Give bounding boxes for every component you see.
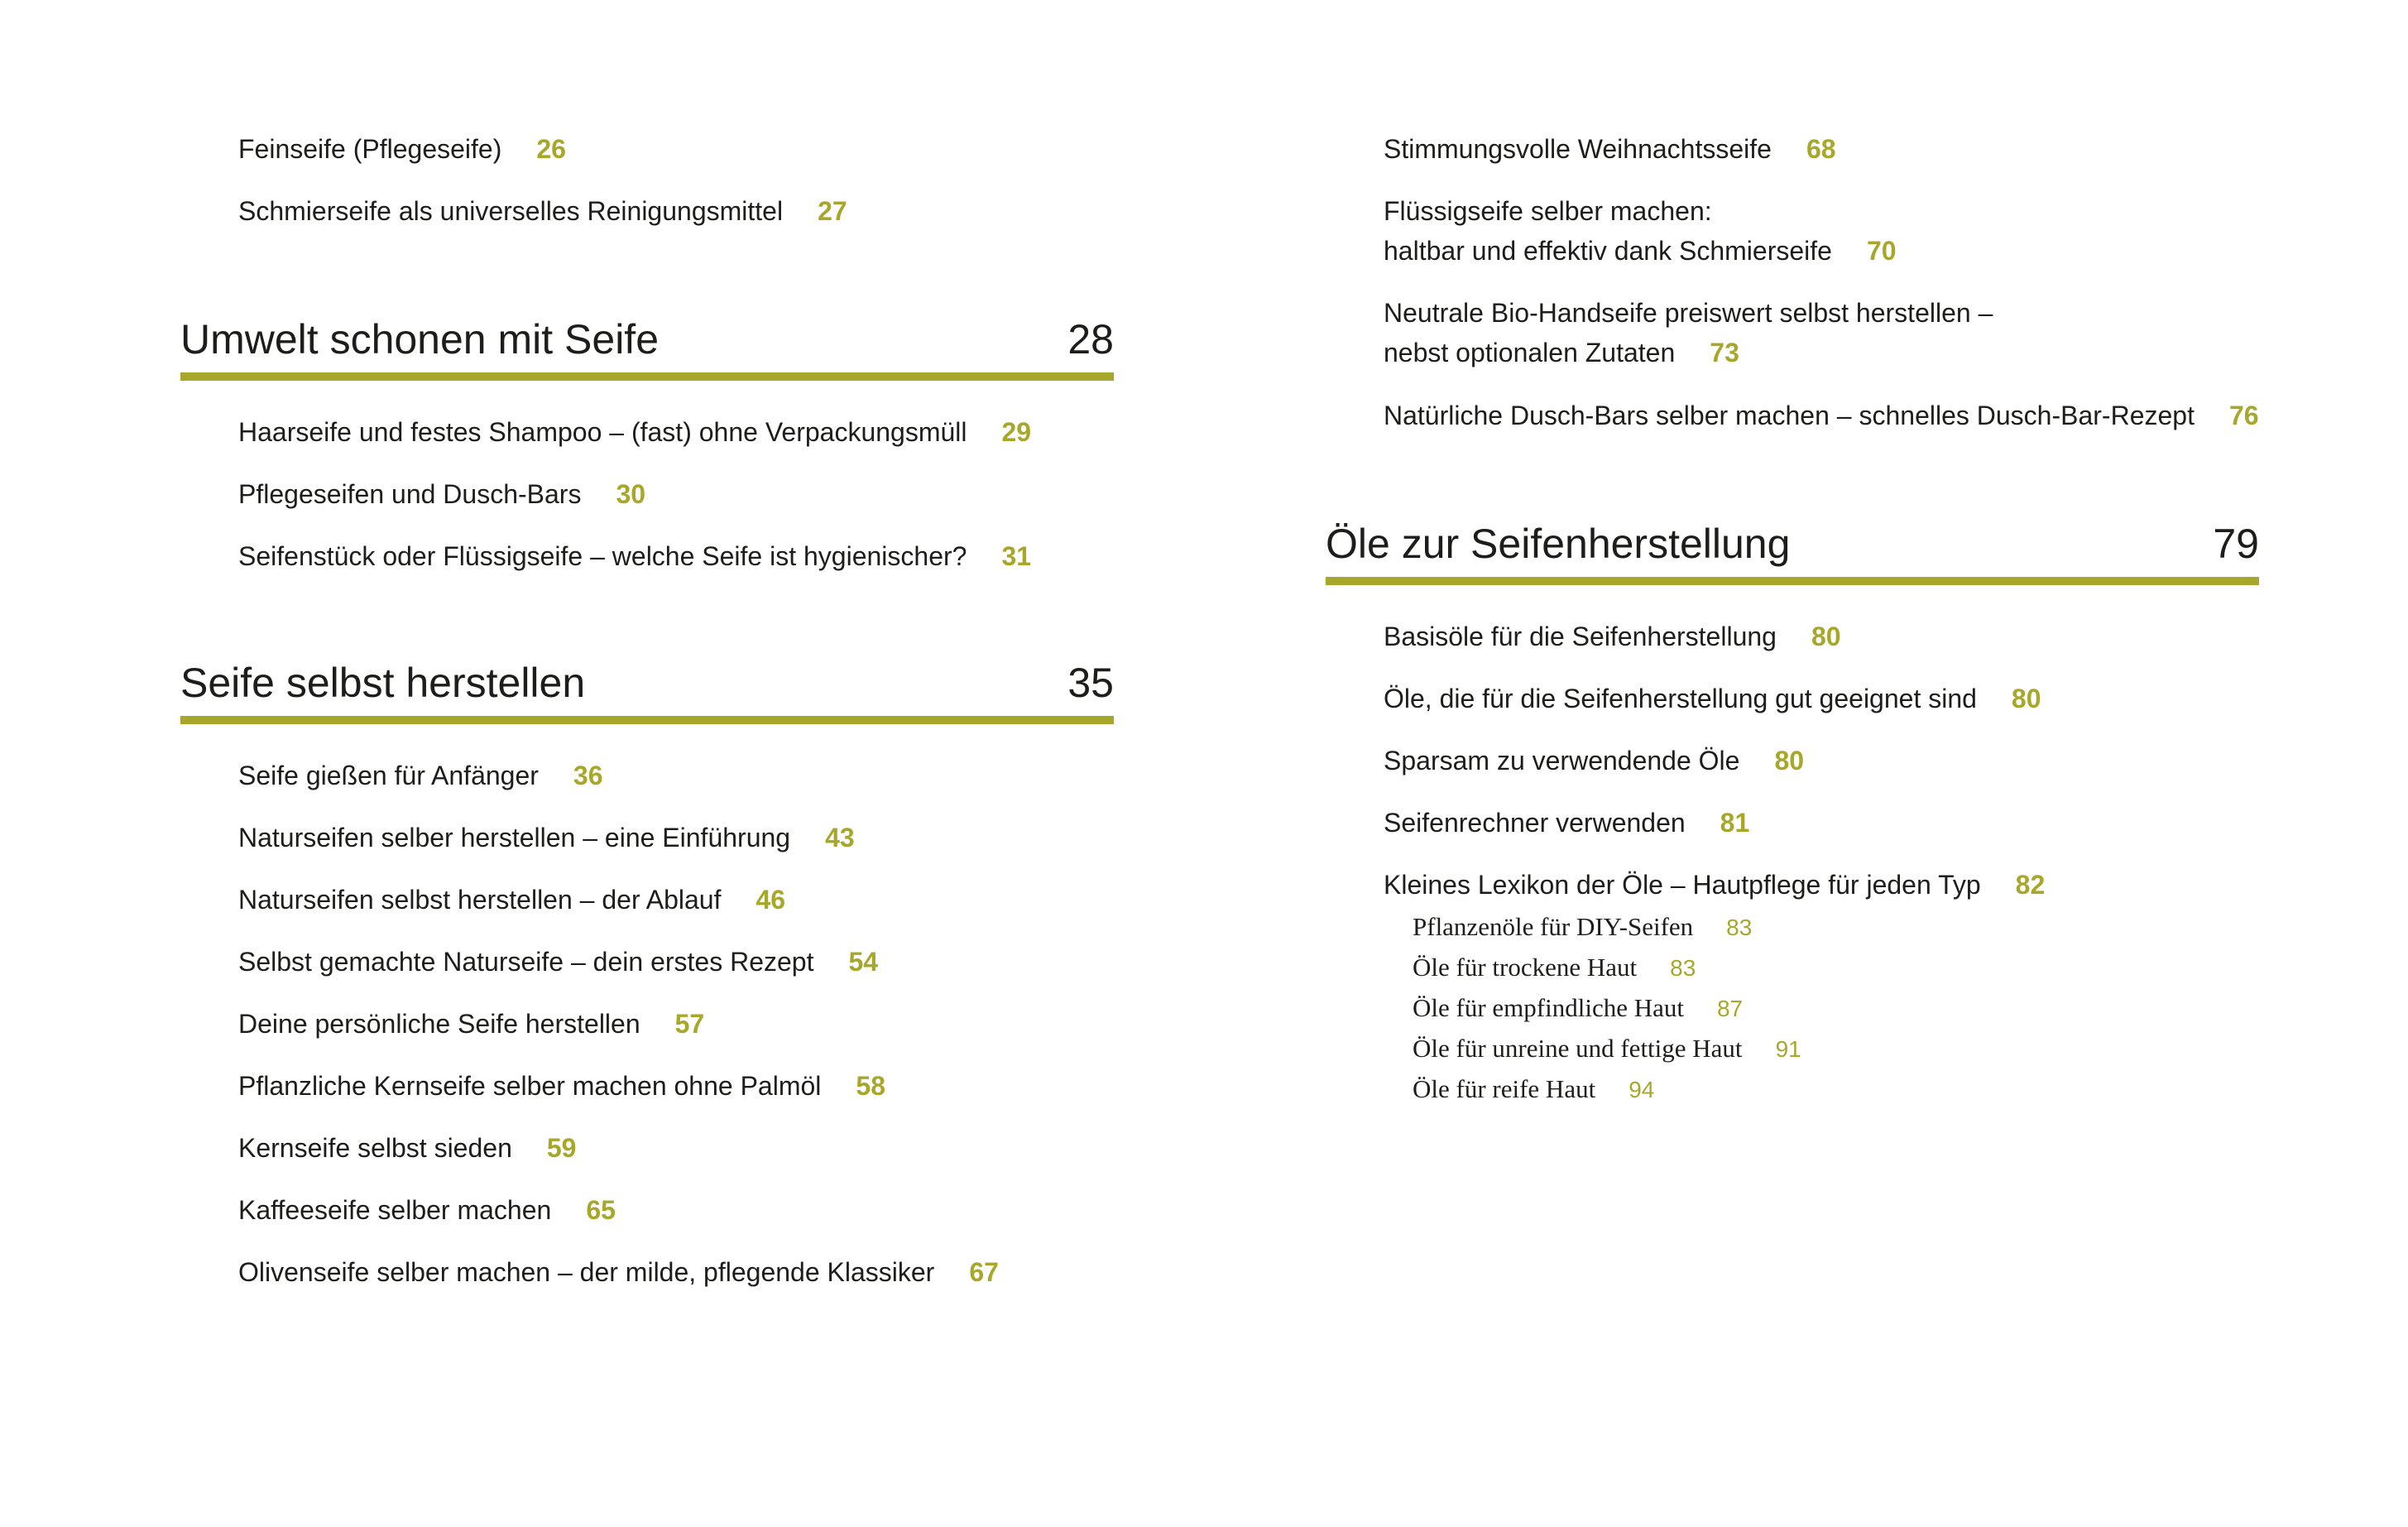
toc-entry-page: 80 (1774, 746, 1805, 776)
toc-entry-title: Naturseifen selbst herstellen – der Ablauf (238, 885, 722, 915)
toc-entry-title: Pflanzliche Kernseife selber machen ohne Palmöl (238, 1071, 822, 1101)
toc-entry-page: 80 (2011, 684, 2041, 713)
toc-entry-page: 30 (616, 479, 646, 509)
toc-entry-title: Seife gießen für Anfänger (238, 761, 539, 790)
toc-entry[interactable] (238, 880, 785, 920)
toc-entry-page: 27 (818, 196, 847, 226)
toc-entry[interactable] (238, 818, 855, 857)
toc-entry[interactable] (1384, 129, 1836, 169)
toc-entry-title: Selbst gemachte Naturseife – dein erstes Rezept (238, 947, 814, 977)
toc-entry[interactable] (238, 942, 878, 982)
toc-entry-title: Kernseife selbst sieden (238, 1133, 512, 1163)
toc-entry-title: nebst optionalen Zutaten (1384, 338, 1676, 367)
toc-subentry-page: 83 (1726, 915, 1753, 940)
toc-entry[interactable] (1384, 803, 1749, 843)
toc-entry-page: 81 (1720, 808, 1750, 838)
toc-entry[interactable] (1384, 741, 1804, 780)
toc-entry[interactable] (1384, 865, 2045, 905)
toc-entry[interactable] (238, 1128, 576, 1168)
toc-subentry-title: Öle für reife Haut (1413, 1074, 1596, 1103)
chapter-title: Öle zur Seifenherstellung (1326, 521, 1791, 567)
toc-entry-page: 65 (586, 1195, 616, 1225)
toc-entry-page: 82 (2015, 870, 2046, 900)
toc-entry-title: Basisöle für die Seifenherstellung (1384, 622, 1777, 651)
chapter-page: 79 (2213, 521, 2259, 567)
toc-entry-title: Naturseifen selber herstellen – eine Einführung (238, 823, 791, 852)
toc-entry[interactable] (238, 1066, 885, 1106)
chapter-page: 28 (1067, 316, 1114, 363)
toc-entry-page: 80 (1811, 622, 1841, 651)
toc-entry-page: 54 (848, 947, 879, 977)
toc-entry-page: 43 (825, 823, 855, 852)
toc-entry-page: 57 (674, 1009, 705, 1039)
toc-entry-title: Feinseife (Pflegeseife) (238, 134, 502, 164)
toc-subentry-title: Pflanzenöle für DIY-Seifen (1413, 912, 1694, 941)
toc-entry[interactable] (238, 412, 1031, 452)
toc-entry-page: 76 (2228, 401, 2259, 430)
toc-entry[interactable] (1384, 396, 2259, 435)
toc-entry-title: Olivenseife selber machen – der milde, pflegende Klassiker (238, 1257, 935, 1287)
chapter-title: Seife selbst herstellen (180, 660, 586, 706)
toc-subentry-title: Öle für trockene Haut (1413, 953, 1638, 982)
toc-entry-title: haltbar und effektiv dank Schmierseife (1384, 236, 1832, 266)
toc-entry-title: Seifenrechner verwenden (1384, 808, 1686, 838)
toc-entry[interactable] (1384, 191, 1897, 271)
toc-entry[interactable] (238, 536, 1031, 576)
toc-entry-page: 46 (755, 885, 786, 915)
toc-subentry-page: 87 (1716, 996, 1744, 1021)
toc-entry-title: Pflegeseifen und Dusch-Bars (238, 479, 582, 509)
toc-entry-title: Öle, die für die Seifenherstellung gut geeignet sind (1384, 684, 1977, 713)
chapter-title: Umwelt schonen mit Seife (180, 316, 660, 363)
toc-entry-page: 68 (1806, 134, 1836, 164)
toc-entry[interactable] (1384, 617, 1841, 656)
toc-entry[interactable] (238, 129, 566, 169)
toc-entry-page: 67 (969, 1257, 999, 1287)
toc-entry-title: Haarseife und festes Shampoo – (fast) ohne Verpackungsmüll (238, 417, 967, 447)
toc-entry-title-line1: Neutrale Bio-Handseife preiswert selbst herstellen – (1384, 298, 1993, 328)
toc-entry[interactable] (1384, 679, 2041, 718)
toc-entry[interactable] (238, 1252, 999, 1292)
toc-subentry-title: Öle für unreine und fettige Haut (1413, 1034, 1743, 1063)
toc-entry-page: 59 (546, 1133, 577, 1163)
toc-subentry[interactable] (1413, 989, 1743, 1028)
toc-entry-title: Sparsam zu verwendende Öle (1384, 746, 1740, 776)
toc-entry[interactable] (238, 191, 847, 231)
toc-subentry[interactable] (1413, 1070, 1654, 1109)
toc-entry[interactable] (238, 1004, 704, 1044)
toc-entry-page: 31 (1001, 541, 1032, 571)
toc-entry-title: Natürliche Dusch-Bars selber machen – schnelles Dusch-Bar-Rezept (1384, 401, 2195, 430)
toc-entry[interactable] (1384, 293, 1993, 372)
toc-entry-page: 36 (573, 761, 603, 790)
toc-subentry-title: Öle für empfindliche Haut (1413, 993, 1684, 1022)
toc-entry-title: Stimmungsvolle Weihnachtsseife (1384, 134, 1772, 164)
chapter-heading-oele[interactable] (1326, 511, 2259, 585)
toc-entry[interactable] (238, 756, 603, 795)
toc-subentry-page: 91 (1775, 1036, 1801, 1062)
toc-entry-title: Kaffeeseife selber machen (238, 1195, 552, 1225)
chapter-heading-umwelt[interactable] (180, 306, 1114, 381)
toc-subentry[interactable] (1413, 1030, 1801, 1068)
chapter-page: 35 (1067, 660, 1114, 706)
toc-subentry[interactable] (1413, 908, 1752, 947)
toc-entry-page: 73 (1710, 338, 1739, 367)
toc-entry-title: Seifenstück oder Flüssigseife – welche Seife ist hygienischer? (238, 541, 967, 571)
toc-entry[interactable] (238, 474, 645, 514)
toc-entry-page: 70 (1866, 236, 1897, 266)
toc-entry-title: Deine persönliche Seife herstellen (238, 1009, 640, 1039)
toc-entry-page: 26 (536, 134, 566, 164)
toc-entry-title: Schmierseife als universelles Reinigungsmittel (238, 196, 784, 226)
toc-entry-page: 58 (856, 1071, 885, 1101)
toc-entry[interactable] (238, 1190, 616, 1230)
chapter-heading-seife-herstellen[interactable] (180, 650, 1114, 724)
toc-entry-title-line1: Flüssigseife selber machen: (1384, 196, 1712, 226)
toc-entry-title: Kleines Lexikon der Öle – Hautpflege für jeden Typ (1384, 870, 1981, 900)
toc-subentry[interactable] (1413, 948, 1696, 987)
toc-entry-page: 29 (1001, 417, 1032, 447)
toc-subentry-page: 94 (1629, 1077, 1655, 1102)
toc-subentry-page: 83 (1670, 955, 1696, 981)
